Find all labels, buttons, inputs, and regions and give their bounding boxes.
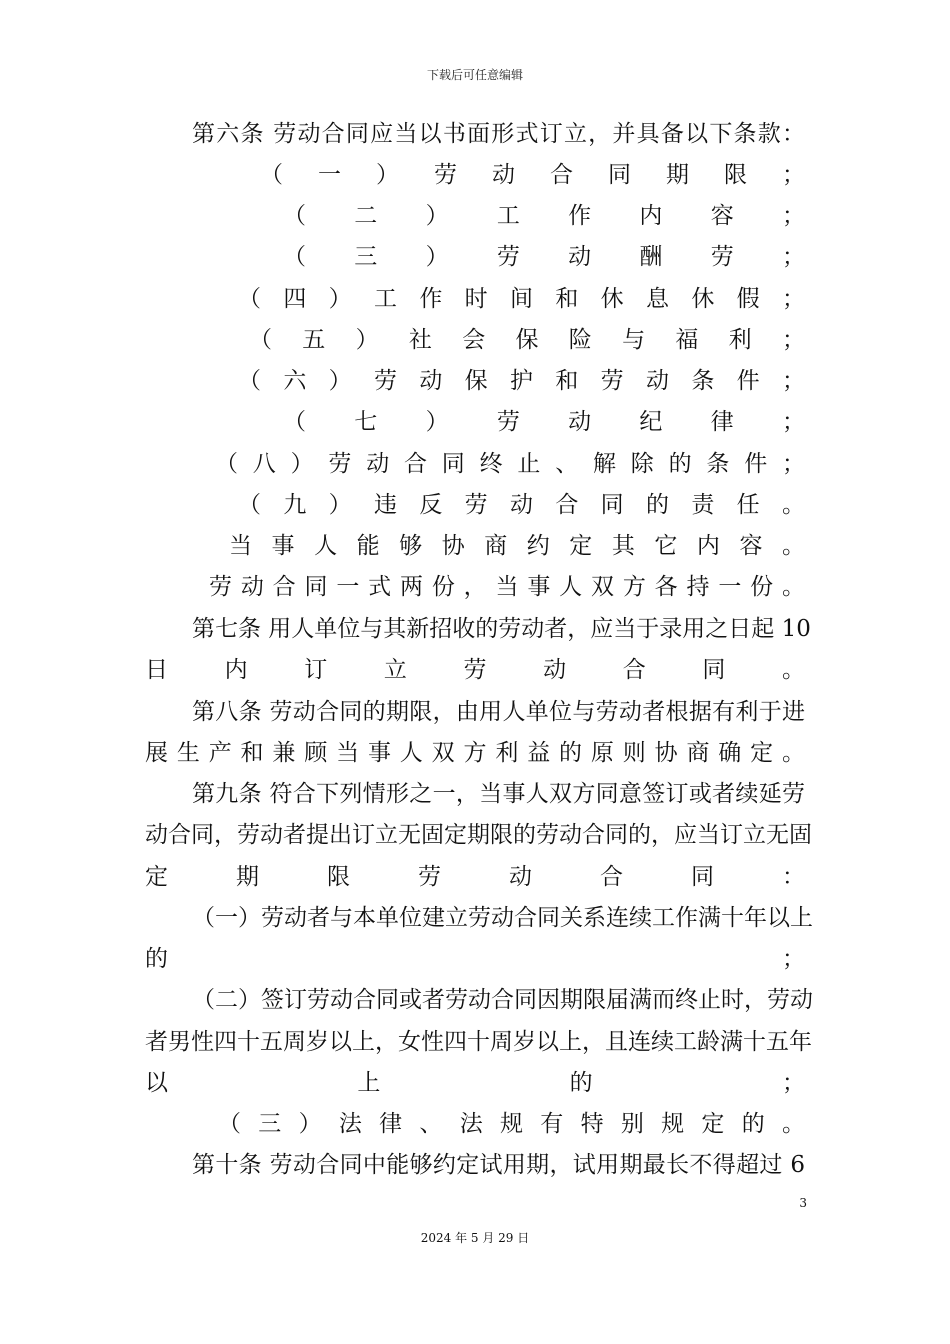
clause-item-4: （ 四 ） 工 作 时 间 和 休 息 休 假 ； [238, 286, 805, 312]
clause-copies: 劳 动 合 同 一 式 两 份 ， 当 事 人 双 方 各 持 一 份 。 [209, 574, 805, 600]
article-9-item-3: （ 三 ） 法 律 、 法 规 有 特 别 规 定 的 。 [218, 1111, 805, 1137]
article-8-line-1: 第八条 劳动合同的期限，由用人单位与劳动者根据有利于进 [192, 699, 805, 725]
article-7-line-2: 日 内 订 立 劳 动 合 同 。 [145, 657, 805, 683]
page-footer-date: 2024 年 5 月 29 日 [420, 1231, 530, 1245]
clause-other-content: 当 事 人 能 够 协 商 约 定 其 它 内 容 。 [229, 533, 805, 559]
clause-item-8: （ 八 ） 劳 动 合 同 终 止 、 解 除 的 条 件 ； [215, 451, 805, 477]
article-9-item-2-line-3: 以 上 的 ； [145, 1070, 805, 1096]
clause-item-3: （ 三 ） 劳 动 酬 劳 ； [283, 244, 805, 270]
article-9-line-1: 第九条 符合下列情形之一，当事人双方同意签订或者续延劳 [192, 781, 805, 807]
article-9-line-3: 定 期 限 劳 动 合 同 ： [145, 864, 805, 890]
article-7-line-1: 第七条 用人单位与其新招收的劳动者，应当于录用之日起 10 [192, 616, 811, 642]
page-number: 3 [799, 1196, 807, 1210]
clause-item-9: （ 九 ） 违 反 劳 动 合 同 的 责 任 。 [238, 492, 805, 518]
article-9-item-1-line-2: 的 ； [145, 946, 805, 972]
article-9-line-2: 动合同，劳动者提出订立无固定期限的劳动合同的，应当订立无固 [145, 822, 812, 848]
clause-item-7: （ 七 ） 劳 动 纪 律 ； [283, 409, 805, 435]
article-9-item-2-line-2: 者男性四十五周岁以上，女性四十周岁以上，且连续工龄满十五年 [145, 1029, 812, 1055]
clause-item-5: （ 五 ） 社 会 保 险 与 福 利 ； [249, 327, 805, 353]
article-10-line-1: 第十条 劳动合同中能够约定试用期，试用期最长不得超过 6 [192, 1152, 805, 1178]
clause-item-6: （ 六 ） 劳 动 保 护 和 劳 动 条 件 ； [238, 368, 805, 394]
page-header: 下载后可任意编辑 [426, 68, 523, 82]
article-6-heading: 第六条 劳动合同应当以书面形式订立，并具备以下条款： [192, 121, 805, 147]
clause-item-2: （ 二 ） 工 作 内 容 ； [283, 203, 805, 229]
clause-item-1: （ 一 ） 劳 动 合 同 期 限 ； [260, 162, 805, 188]
article-9-item-1-line-1: （一）劳动者与本单位建立劳动合同关系连续工作满十年以上 [192, 905, 813, 931]
article-8-line-2: 展 生 产 和 兼 顾 当 事 人 双 方 利 益 的 原 则 协 商 确 定 。 [145, 740, 805, 766]
article-9-item-2-line-1: （二）签订劳动合同或者劳动合同因期限届满而终止时，劳动 [192, 987, 813, 1013]
